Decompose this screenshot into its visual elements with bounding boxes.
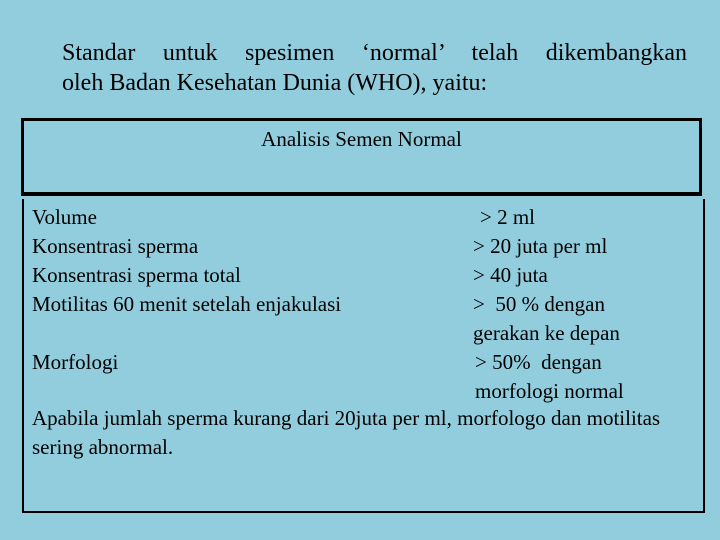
- row-value-konsentrasi: > 20 juta per ml: [473, 234, 608, 258]
- row-value-volume: > 2 ml: [480, 205, 536, 229]
- row-value-motilitas: > 50 % dengan: [473, 292, 605, 316]
- row-value-morfologi: > 50% dengan: [475, 350, 602, 374]
- table-title: Analisis Semen Normal: [261, 127, 462, 151]
- row-label-konsentrasi-total: Konsentrasi sperma total: [32, 263, 241, 287]
- row-value-konsentrasi-total: > 40 juta: [473, 263, 548, 287]
- row-label-volume: Volume: [32, 205, 97, 229]
- row-label-konsentrasi: Konsentrasi sperma: [32, 234, 199, 258]
- row-label-morfologi: Morfologi: [32, 350, 119, 374]
- table-header-box: [21, 118, 702, 196]
- intro-line-2: oleh Badan Kesehatan Dunia (WHO), yaitu:: [62, 70, 488, 96]
- row-value-morfologi-cont: morfologi normal: [475, 379, 624, 403]
- row-value-motilitas-cont: gerakan ke depan: [473, 321, 620, 345]
- footer-note: Apabila jumlah sperma kurang dari 20juta per ml, morfologo dan motilitas sering abnormal.: [32, 406, 661, 459]
- row-label-motilitas: Motilitas 60 menit setelah enjakulasi: [32, 292, 342, 316]
- intro-line-1: Standar untuk spesimen ‘normal’ telah dikembangkan: [62, 40, 687, 66]
- table-content-box: [22, 199, 705, 513]
- intro-text: [62, 38, 687, 98]
